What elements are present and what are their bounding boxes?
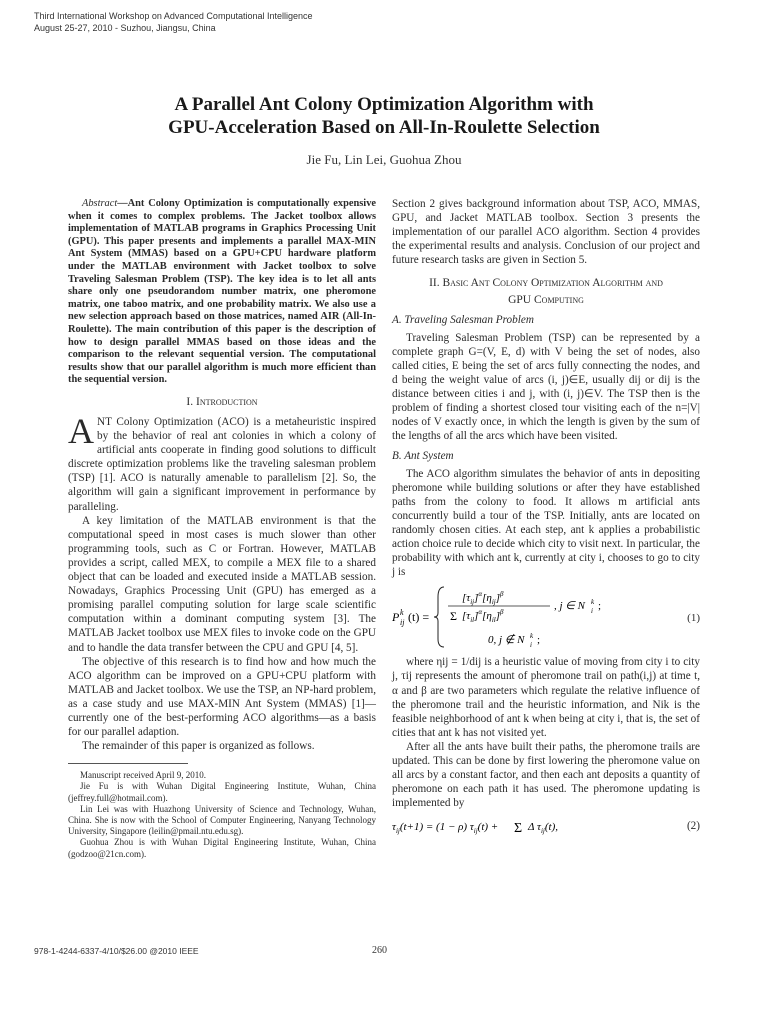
abstract-label: Abstract (82, 198, 118, 209)
title-line-1: A Parallel Ant Colony Optimization Algorithm with (174, 94, 594, 115)
svg-text:k: k (530, 632, 534, 641)
svg-text:i: i (530, 641, 532, 650)
abstract-text: —Ant Colony Optimization is computationally expensive when it comes to complex problems. The Jacket toolbox allows implementation of MATLAB programs in Graphics Processing Unit (GPU). This paper presents and implements a parallel MAX-MIN Ant System (MMAS) based on a GPU+CPU hardware platform under the MATLAB environment with Jacket toolbox to solve Traveling Salesman Problem (TSP). The key idea is to let all ants share only one pseudorandom number matrix, one pheromone matrix, one taboo matrix, and one probability matrix. We also use a new selection approach based on those matrices, named AIR (All-In-Roulette). The main contribution of this paper is the description of how to design parallel MMAS based on those ideas and the comparison to the relevant sequential version. The computational results show that our parallel algorithm is much more efficient than the sequential version. (68, 198, 376, 386)
svg-text:k: k (400, 608, 404, 618)
title-line-2: GPU-Acceleration Based on All-In-Roulette Selection (168, 117, 600, 138)
subsection-b-heading: B. Ant System (392, 449, 454, 462)
equation-2-formula (392, 813, 652, 839)
footnote-divider (68, 763, 188, 764)
section-1-heading: I. Introduction (186, 395, 258, 408)
equation-2 (392, 813, 700, 839)
svg-text:Δ τij(t),: Δ $\tau_{ij}(t)$, (528, 821, 558, 836)
svg-text:[τij]α[ηij]β: $[\tau_{ij}]^\alpha[\eta_{ij}]^\beta$ (462, 590, 504, 607)
ant-system-paragraph: The ACO algorithm simulates the behavior of ants in depositing pheromone while building solutions or after they have established paths from the colony to food. It allows m artificial ants concurrently build a tour of the TSP. Initially, ants are located on randomly chosen cities. At each step, ant k applies a probabilistic action choice rule to decide which city to visit next. In particular, the probability with which ant k, currently at city i, chooses to go to city j is (392, 467, 700, 579)
svg-text:τij(t+1) = (1 − ρ) τij(t) +: $\tau_{ij}(t+1) = (1 - \rho) \tau_{ij}(t)$ + (392, 821, 499, 836)
intro-paragraph-1: ANT Colony Optimization (ACO) is a metaheuristic inspired by the behavior of real ant colonies in which a colony of artificial ants cooperate in finding good solutions to difficult discrete optimization problems like the traveling salesman problem (TSP) [1]. ACO is naturally amenable to parallelism [2]. So, the algorithm will gain a significant improvement in performance by paralleling. (68, 411, 376, 513)
svg-text:Σ: Σ (514, 821, 523, 837)
equation-2-number: (2) (686, 820, 700, 833)
outline-paragraph: Section 2 gives background information about TSP, ACO, MMAS, GPU, and Jacket MATLAB toolbox. Section 3 presents the implementation of our parallel ACO algorithm. Section 4 provides the experimental results and analysis. Conclusion of our project and future research tasks are given in Section 5. (392, 198, 700, 267)
footnotes (68, 770, 376, 860)
drop-cap: A (68, 411, 94, 451)
footnote-author-1: Jie Fu is with Wuhan Digital Engineering Institute, Wuhan, China (jeffrey.full@hotmail.com). (68, 781, 376, 803)
equation-1 (392, 583, 700, 651)
footnote-author-2: Lin Lei was with Huazhong University of Science and Technology, Wuhan, China. She is now with the School of Computer Engineering, Nanyang Technology University, Singapore (leilin@pmail.ntu.edu.sg). (68, 803, 376, 837)
footnote-author-3: Guohua Zhou is with Wuhan Digital Engineering Institute, Wuhan, China (godzoo@21cn.com). (68, 837, 376, 859)
svg-text:ij: ij (400, 618, 405, 628)
svg-text:;: ; (598, 600, 602, 613)
section-2-heading-line-2: GPU Computing (508, 293, 584, 306)
svg-text:P: P (392, 610, 400, 625)
intro-paragraph-3: The objective of this research is to find how and how much the ACO algorithm can be improved on a GPU+CPU platform with MATLAB and Jacket toolbox. We use the TSP, an NP-hard problem, as a case study and use MAX-MIN Ant System (MMAS) [1]—currently one of the best-performing ACO algorithms—as a basis for our parallel adaption. (68, 655, 376, 739)
svg-text:Σ: Σ (450, 609, 457, 624)
svg-text:i: i (591, 607, 593, 616)
isbn-copyright: 978-1-4244-6337-4/10/$26.00 @2010 IEEE (34, 946, 199, 956)
intro-paragraph-2: A key limitation of the MATLAB environment is that the computational speed in most cases is much slower than other programming tools, such as C or Fortran. However, MATLAB provides a script, called MEX, to compile a MEX file to a shared object that can be loaded and executed inside a MATLAB session. Nowadays, Graphics Processing Unit (GPU) has emerged as a promising parallel computing solution for large scale scientific computation within a dominant computing system [3]. The MATLAB Jacket toolbox use MEX files to invoke code on the GPU and to handle the data transfer between the CPU and GPU [4, 5]. (68, 514, 376, 654)
svg-text:0, j ∉ N: 0, j ∉ N (488, 634, 525, 647)
svg-text:;: ; (537, 634, 541, 647)
footnote-manuscript: Manuscript received April 9, 2010. (80, 770, 206, 781)
conference-name: Third International Workshop on Advanced Computational Intelligence (34, 11, 313, 21)
pheromone-update-paragraph: After all the ants have built their paths, the pheromone trails are updated. This can be done by first lowering the pheromone value on all arcs by a constant factor, and then each ant deposits a quantity of pheromone on each path it has used. The pheromone updating is implemented by (392, 740, 700, 810)
equation-1-number: (1) (687, 612, 700, 625)
tsp-paragraph: Traveling Salesman Problem (TSP) can be represented by a complete graph G=(V, E, d) with V being the set of nodes, also called cities, E being the set of arcs fully connecting the nodes, and d being the weight value of arcs (i, j)∈E, usually dij or dij is the distance between cities i and j, with (i, j)∈V. The TSP then is the problem of finding a shortest closed tour visiting each of the n=|V| nodes of V exactly once, in which the length is given by the sum of the lengths of all the arcs which have been visited. (392, 331, 700, 443)
svg-text:(t) =: (t) = (408, 610, 430, 625)
page-number: 260 (372, 945, 387, 956)
left-column (68, 198, 376, 860)
svg-text:[τil]α[ηil]β: $[\tau_{il}]^\alpha[\eta_{il}]^\beta$ (462, 608, 504, 625)
abstract (68, 198, 376, 387)
heuristic-paragraph: where ηij = 1/dij is a heuristic value of moving from city i to city j, τij represents the amount of pheromone trail on path(i,j) at time t, α and β are two parameters which regulate the relative influence of the pheromone trail and the heuristic information, and Nik is the feasible neighborhood of ant k when being at city i, that is, the set of cities that ant k has not visited yet. (392, 656, 700, 739)
subsection-a-heading: A. Traveling Salesman Problem (392, 313, 534, 326)
conference-date-location: August 25-27, 2010 - Suzhou, Jiangsu, China (34, 23, 216, 33)
paper-title (40, 93, 728, 139)
svg-text:, j ∈ N: , j ∈ N (554, 600, 585, 613)
right-column (392, 197, 700, 842)
authors: Jie Fu, Lin Lei, Guohua Zhou (306, 152, 462, 167)
section-2-heading-line-1: II. Basic Ant Colony Optimization Algorithm and (429, 277, 663, 290)
svg-text:k: k (591, 598, 595, 607)
equation-1-formula (392, 583, 652, 651)
intro-paragraph-4: The remainder of this paper is organized as follows. (82, 740, 315, 753)
